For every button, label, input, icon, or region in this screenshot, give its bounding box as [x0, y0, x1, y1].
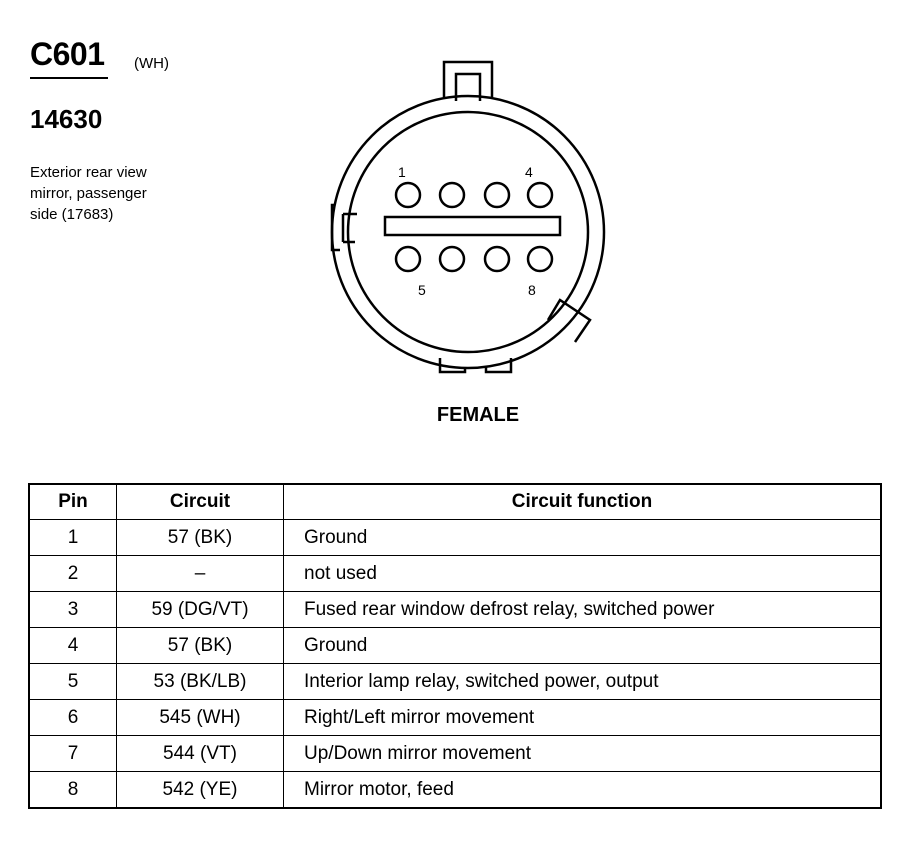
pin-cell: 1	[29, 520, 117, 556]
pin-cavity-8	[528, 247, 552, 271]
table-row	[29, 592, 881, 628]
table-row	[29, 700, 881, 736]
table-header-row	[29, 484, 881, 520]
pin-cavity-5	[396, 247, 420, 271]
pin-cell: 6	[29, 700, 117, 736]
circuit-cell: 53 (BK/LB)	[117, 664, 284, 700]
pin-cell: 3	[29, 592, 117, 628]
pinout-table	[28, 483, 882, 809]
view-label: FEMALE	[436, 404, 520, 426]
pin-cavity-7	[485, 247, 509, 271]
pin-cavity-3	[485, 183, 509, 207]
pin-label-8: 8	[528, 282, 536, 298]
function-cell: Fused rear window defrost relay, switched power	[284, 592, 882, 628]
part-number: 14630	[30, 104, 103, 134]
center-polarizing-bar	[385, 217, 560, 235]
connector-color: (WH)	[134, 55, 169, 72]
table-row	[29, 520, 881, 556]
function-cell: Right/Left mirror movement	[284, 700, 882, 736]
pin-label-5: 5	[418, 282, 426, 298]
circuit-cell: 57 (BK)	[117, 520, 284, 556]
table-row	[29, 736, 881, 772]
function-cell: Mirror motor, feed	[284, 772, 882, 809]
column-header-pin: Pin	[29, 484, 117, 520]
pin-cell: 5	[29, 664, 117, 700]
pin-cavity-4	[528, 183, 552, 207]
circuit-cell: 59 (DG/VT)	[117, 592, 284, 628]
function-cell: Up/Down mirror movement	[284, 736, 882, 772]
connector-outer-shell	[332, 96, 604, 368]
left-key-tab	[332, 205, 340, 250]
description-line-2: mirror, passenger	[30, 185, 147, 202]
table-row	[29, 556, 881, 592]
circuit-cell: 545 (WH)	[117, 700, 284, 736]
table-row	[29, 664, 881, 700]
pin-cell: 2	[29, 556, 117, 592]
pin-cell: 8	[29, 772, 117, 809]
pin-cell: 7	[29, 736, 117, 772]
column-header-circuit: Circuit	[117, 484, 284, 520]
pin-cavity-2	[440, 183, 464, 207]
circuit-cell: –	[117, 556, 284, 592]
circuit-cell: 57 (BK)	[117, 628, 284, 664]
table-row	[29, 772, 881, 809]
pin-cavity-1	[396, 183, 420, 207]
pin-label-1: 1	[398, 164, 406, 180]
description-line-3: side (17683)	[30, 206, 114, 223]
pin-label-4: 4	[525, 164, 533, 180]
pin-cavity-6	[440, 247, 464, 271]
circuit-cell: 544 (VT)	[117, 736, 284, 772]
description-line-1: Exterior rear view	[30, 164, 147, 181]
top-latch-tab	[444, 62, 492, 97]
circuit-cell: 542 (YE)	[117, 772, 284, 809]
function-cell: Ground	[284, 520, 882, 556]
function-cell: Interior lamp relay, switched power, output	[284, 664, 882, 700]
function-cell: Ground	[284, 628, 882, 664]
table-row	[29, 628, 881, 664]
pin-cell: 4	[29, 628, 117, 664]
column-header-circuit-function: Circuit function	[284, 484, 882, 520]
function-cell: not used	[284, 556, 882, 592]
connector-id: C601	[30, 36, 105, 72]
